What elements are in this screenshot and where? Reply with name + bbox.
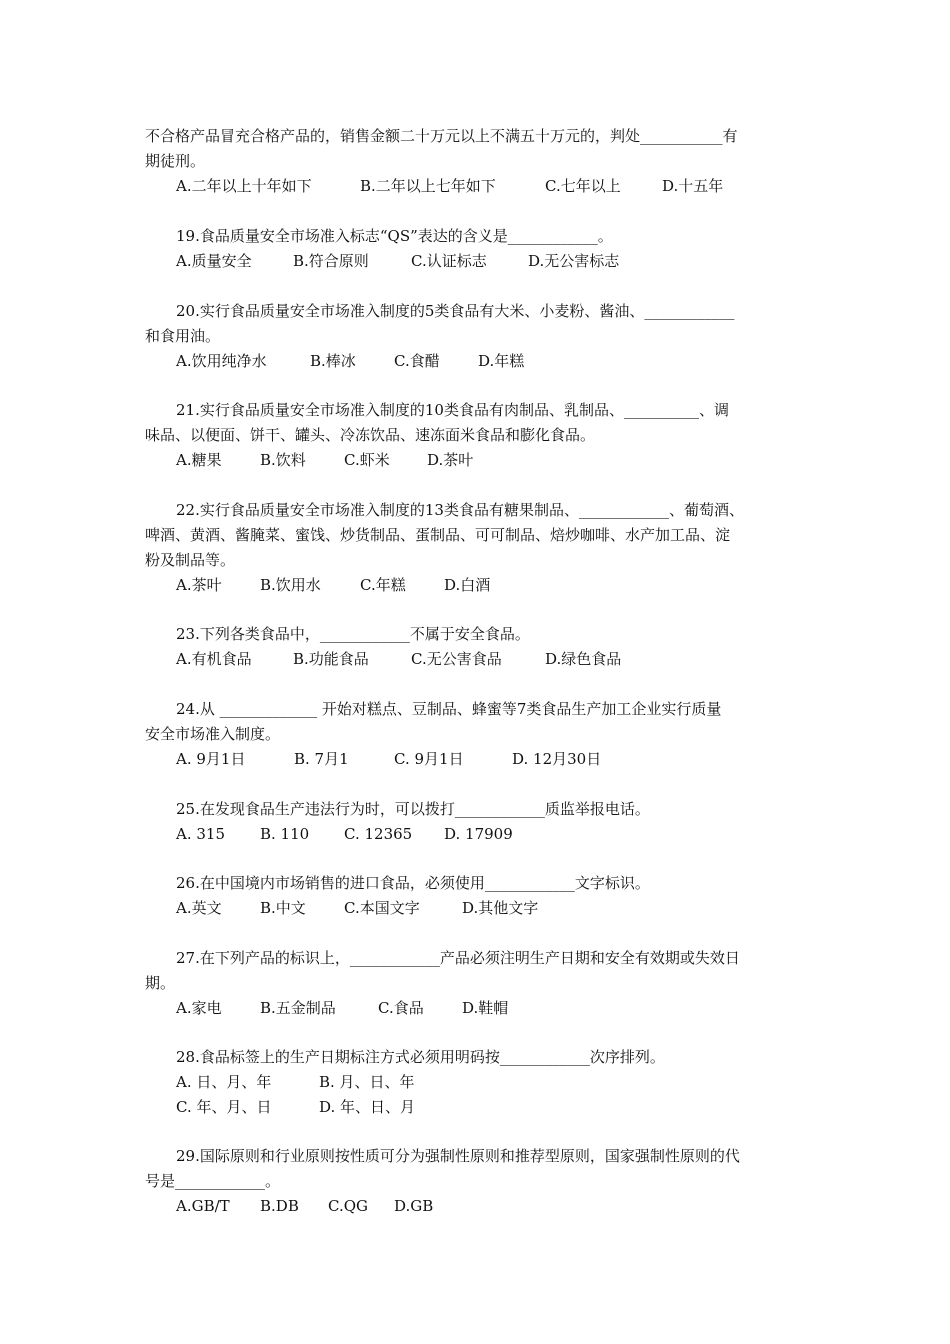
answer-option: B.饮用水: [260, 576, 321, 594]
answer-option: C.食醋: [394, 352, 440, 370]
answer-option: D.十五年: [662, 177, 724, 195]
question-stem: 19.食品质量安全市场准入标志“QS”表达的含义是____________。: [176, 227, 613, 245]
answer-option: D.GB: [394, 1197, 434, 1215]
question-stem-continued: 号是____________。: [145, 1172, 281, 1190]
answer-option: B. 月、日、年: [319, 1073, 415, 1091]
answer-option: D. 12月30日: [512, 750, 602, 768]
question-stem: 不合格产品冒充合格产品的，销售金额二十万元以上不满五十万元的，判处___________有: [145, 127, 738, 145]
answer-option: D.绿色食品: [545, 650, 622, 668]
answer-option: B.符合原则: [293, 252, 369, 270]
answer-option: C.认证标志: [411, 252, 487, 270]
question-stem-continued: 和食用油。: [145, 327, 221, 345]
answer-option: A. 日、月、年: [176, 1073, 272, 1091]
answer-option: A.质量安全: [176, 252, 252, 270]
answer-option: A.茶叶: [176, 576, 222, 594]
answer-option: C.无公害食品: [411, 650, 502, 668]
question-stem: 25.在发现食品生产违法行为时，可以拨打____________质监举报电话。: [176, 800, 650, 818]
question-stem: 20.实行食品质量安全市场准入制度的5类食品有大米、小麦粉、酱油、____________: [176, 302, 735, 320]
question-stem-continued: 味品、以便面、饼干、罐头、冷冻饮品、速冻面米食品和膨化食品。: [145, 426, 596, 444]
answer-option: D. 17909: [444, 825, 513, 843]
question-stem-continued: 啤酒、黄酒、酱腌菜、蜜饯、炒货制品、蛋制品、可可制品、焙炒咖啡、水产加工品、淀: [145, 526, 731, 544]
question-stem-continued: 安全市场准入制度。: [145, 725, 281, 743]
answer-option: C.七年以上: [545, 177, 621, 195]
answer-option: D.鞋帽: [462, 999, 509, 1017]
question-stem: 26.在中国境内市场销售的进口食品，必须使用____________文字标识。: [176, 874, 650, 892]
answer-option: B.DB: [260, 1197, 299, 1215]
answer-option: C.虾米: [344, 451, 390, 469]
answer-option: A.有机食品: [176, 650, 252, 668]
answer-option: D. 年、日、月: [319, 1098, 416, 1116]
question-stem: 27.在下列产品的标识上，____________产品必须注明生产日期和安全有效期或失效日: [176, 949, 740, 967]
answer-option: D.无公害标志: [528, 252, 620, 270]
answer-option: B.饮料: [260, 451, 306, 469]
answer-option: C. 9月1日: [394, 750, 464, 768]
answer-option: D.白酒: [444, 576, 491, 594]
answer-option: A. 9月1日: [176, 750, 246, 768]
answer-option: C. 年、月、日: [176, 1098, 272, 1116]
question-stem-continued: 期。: [145, 974, 176, 992]
answer-option: A.二年以上十年如下: [176, 177, 312, 195]
answer-option: C.QG: [328, 1197, 368, 1215]
answer-option: A.GB/T: [176, 1197, 230, 1215]
answer-option: C.本国文字: [344, 899, 420, 917]
answer-option: C.食品: [378, 999, 424, 1017]
answer-option: A. 315: [176, 825, 225, 843]
answer-option: B.中文: [260, 899, 306, 917]
answer-option: D.茶叶: [427, 451, 474, 469]
answer-option: B.五金制品: [260, 999, 336, 1017]
answer-option: B.二年以上七年如下: [360, 177, 496, 195]
question-stem: 29.国际原则和行业原则按性质可分为强制性原则和推荐型原则，国家强制性原则的代: [176, 1147, 740, 1165]
answer-option: B.功能食品: [293, 650, 369, 668]
answer-option: B.棒冰: [310, 352, 356, 370]
question-stem-continued: 期徒刑。: [145, 152, 206, 170]
question-stem: 28.食品标签上的生产日期标注方式必须用明码按____________次序排列。: [176, 1048, 665, 1066]
question-stem-continued: 粉及制品等。: [145, 551, 236, 569]
answer-option: A.英文: [176, 899, 222, 917]
question-stem: 22.实行食品质量安全市场准入制度的13类食品有糖果制品、____________、葡萄酒、: [176, 501, 744, 519]
answer-option: D.年糕: [478, 352, 525, 370]
answer-option: B. 7月1: [294, 750, 349, 768]
question-stem: 23.下列各类食品中，____________不属于安全食品。: [176, 625, 530, 643]
question-stem: 21.实行食品质量安全市场准入制度的10类食品有肉制品、乳制品、__________、调: [176, 401, 729, 419]
answer-option: C.年糕: [360, 576, 406, 594]
answer-option: B. 110: [260, 825, 310, 843]
answer-option: C. 12365: [344, 825, 413, 843]
answer-option: A.糖果: [176, 451, 222, 469]
question-stem: 24.从 _____________ 开始对糕点、豆制品、蜂蜜等7类食品生产加工企业实行质量: [176, 700, 722, 718]
answer-option: A.饮用纯净水: [176, 352, 267, 370]
answer-option: D.其他文字: [462, 899, 539, 917]
answer-option: A.家电: [176, 999, 222, 1017]
